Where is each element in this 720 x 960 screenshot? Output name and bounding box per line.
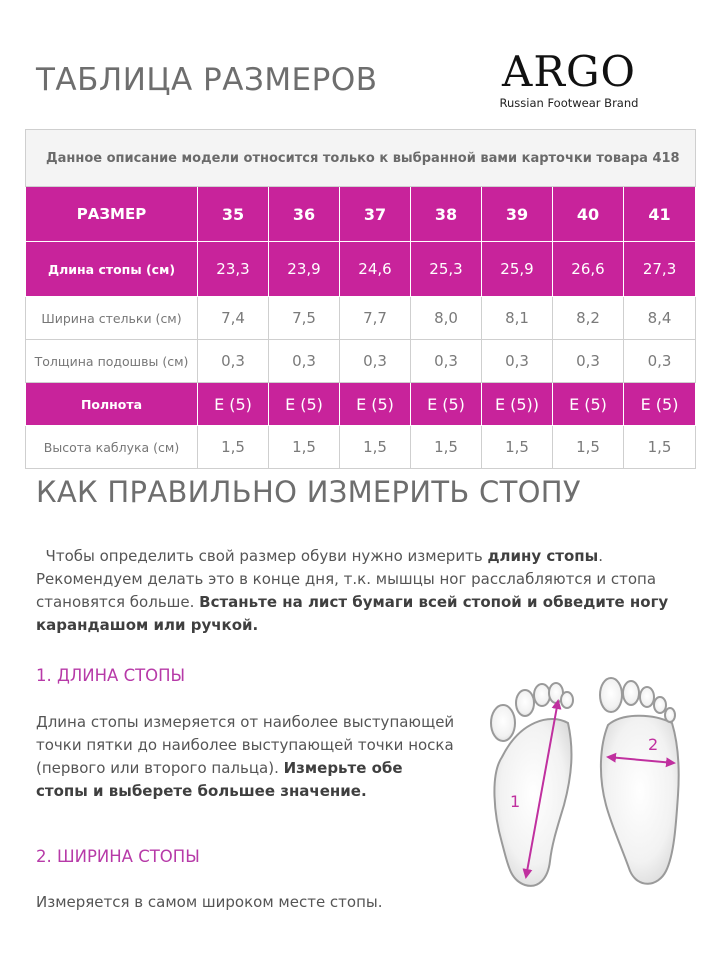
table-cell: 0,3: [411, 340, 482, 383]
table-cell: E (5): [198, 383, 269, 426]
table-cell: 7,7: [340, 297, 411, 340]
intro-text: Чтобы определить свой размер обуви нужно измерить: [45, 547, 488, 565]
table-cell: 8,0: [411, 297, 482, 340]
table-row-foot-length: [26, 242, 696, 297]
table-cell: 8,4: [624, 297, 696, 340]
right-foot-icon: [600, 678, 679, 884]
table-cell: 25,3: [411, 242, 482, 297]
table-cell: 35: [198, 187, 269, 242]
table-cell: 1,5: [411, 426, 482, 469]
table-note: Данное описание модели относится только к выбранной вами карточки товара 418: [26, 130, 696, 187]
table-cell: 25,9: [482, 242, 553, 297]
table-cell: E (5): [553, 383, 624, 426]
row-label: РАЗМЕР: [26, 187, 198, 242]
table-cell: 8,1: [482, 297, 553, 340]
table-cell: 7,4: [198, 297, 269, 340]
foot-measurement-diagram: [480, 665, 690, 905]
table-cell: 40: [553, 187, 624, 242]
row-label: Длина стопы (см): [26, 242, 198, 297]
table-cell: 36: [269, 187, 340, 242]
page-title: ТАБЛИЦА РАЗМЕРОВ: [36, 62, 378, 98]
table-cell: 39: [482, 187, 553, 242]
table-row-sole-thickness: [26, 340, 696, 383]
length-marker-label: 1: [510, 792, 521, 811]
row-label: Полнота: [26, 383, 198, 426]
table-row-insole-width: [26, 297, 696, 340]
table-cell: 23,9: [269, 242, 340, 297]
table-cell: E (5): [624, 383, 696, 426]
length-heading: 1. ДЛИНА СТОПЫ: [36, 666, 186, 685]
length-bold-text: Измерьте обе стопы и выберете большее значение.: [36, 759, 403, 800]
table-cell: 0,3: [482, 340, 553, 383]
row-label: Ширина стельки (см): [26, 297, 198, 340]
table-cell: 1,5: [553, 426, 624, 469]
table-cell: 0,3: [269, 340, 340, 383]
section-title: КАК ПРАВИЛЬНО ИЗМЕРИТЬ СТОПУ: [36, 475, 581, 509]
table-cell: 1,5: [198, 426, 269, 469]
table-cell: E (5): [269, 383, 340, 426]
brand-logo: [486, 47, 652, 110]
intro-paragraph: [36, 545, 686, 637]
table-cell: 1,5: [624, 426, 696, 469]
width-marker-label: 2: [648, 735, 659, 754]
table-cell: 0,3: [553, 340, 624, 383]
length-text: Длина стопы измеряется от наиболее выступающей точки пятки до наиболее выступающей точки носка (первого или второго пальца).: [36, 713, 455, 777]
intro-bold-text: длину стопы: [487, 547, 599, 565]
intro-bold-text: Встаньте на лист бумаги всей стопой и обведите ногу карандашом или ручкой.: [36, 593, 669, 634]
table-cell: 23,3: [198, 242, 269, 297]
table-cell: E (5): [411, 383, 482, 426]
table-cell: 26,6: [553, 242, 624, 297]
intro-text: . Рекомендуем делать это в конце дня, т.к. мышцы ног расслабляются и стопа становятся больше.: [36, 547, 657, 611]
width-heading: 2. ШИРИНА СТОПЫ: [36, 847, 200, 866]
left-foot-icon: [491, 683, 573, 886]
row-label: Высота каблука (см): [26, 426, 198, 469]
table-cell: 1,5: [482, 426, 553, 469]
table-row-size: [26, 187, 696, 242]
table-cell: 7,5: [269, 297, 340, 340]
table-cell: 1,5: [340, 426, 411, 469]
table-cell: 27,3: [624, 242, 696, 297]
table-cell: 0,3: [340, 340, 411, 383]
width-paragraph: Измеряется в самом широком месте стопы.: [36, 893, 383, 911]
table-cell: 0,3: [624, 340, 696, 383]
row-label: Толщина подошвы (см): [26, 340, 198, 383]
table-cell: 24,6: [340, 242, 411, 297]
table-row-fullness: [26, 383, 696, 426]
length-paragraph: [36, 711, 456, 803]
table-row-heel-height: [26, 426, 696, 469]
table-cell: 41: [624, 187, 696, 242]
brand-tagline: Russian Footwear Brand: [499, 96, 639, 110]
size-table: [25, 129, 696, 469]
table-cell: 0,3: [198, 340, 269, 383]
table-cell: 38: [411, 187, 482, 242]
brand-name: ARGO: [502, 47, 636, 96]
table-cell: 1,5: [269, 426, 340, 469]
table-cell: E (5)): [482, 383, 553, 426]
table-cell: E (5): [340, 383, 411, 426]
table-cell: 37: [340, 187, 411, 242]
table-cell: 8,2: [553, 297, 624, 340]
